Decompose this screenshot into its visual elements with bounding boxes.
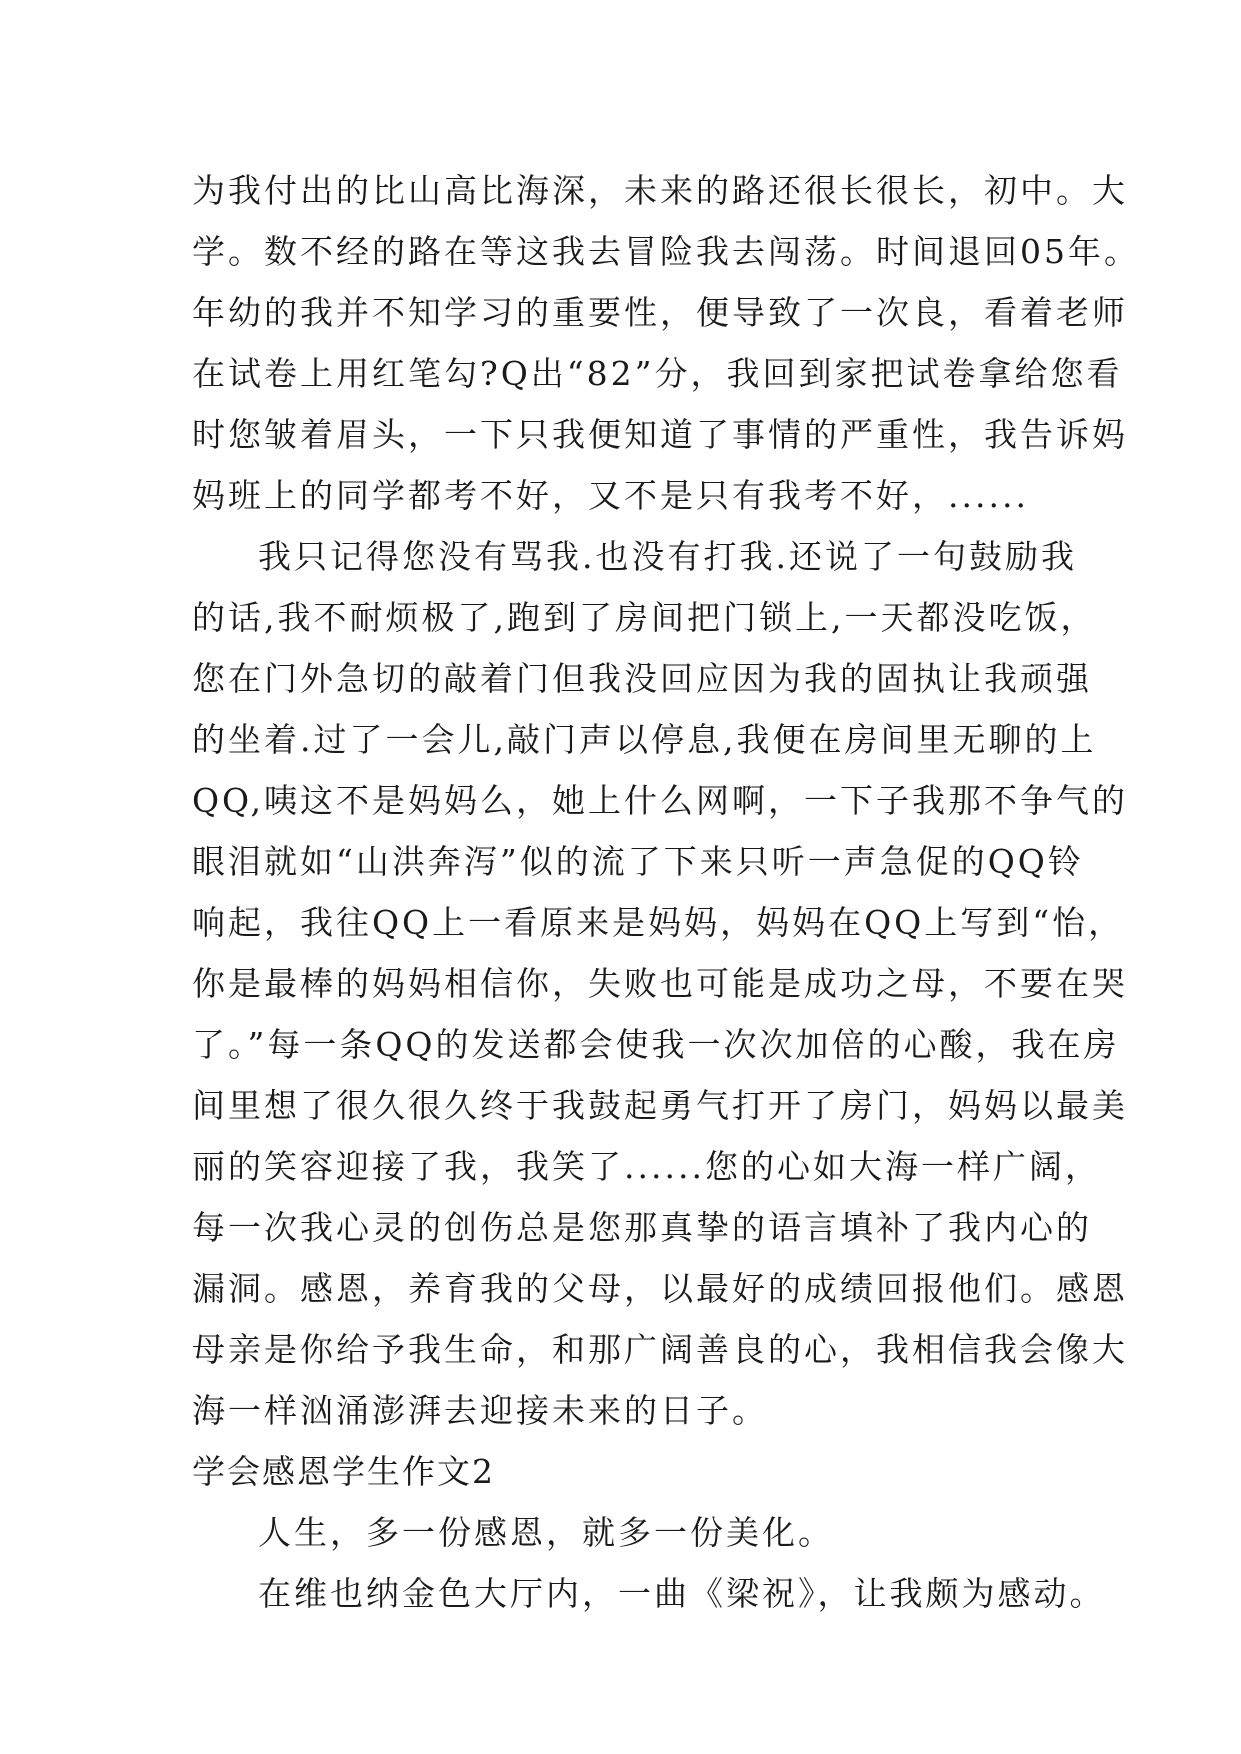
paragraph-vienna: 在维也纳金色大厅内，一曲《梁祝》，让我颇为感动。 [258,1574,1106,1613]
text-line: 你是最棒的妈妈相信你，失败也可能是成功之母，不要在哭 [192,964,1128,1003]
section-title: 学会感恩学生作文2 [192,1452,495,1491]
paragraph-continued [192,160,1140,526]
text-line: 我只记得您没有骂我.也没有打我.还说了一句鼓励我 [258,537,1077,576]
text-line: 妈班上的同学都考不好，又不是只有我考不好，...... [192,476,1029,515]
text-line: 学。数不经的路在等这我去冒险我去闯荡。时间退回05年。 [192,232,1140,271]
text-line: 您在门外急切的敲着门但我没回应因为我的固执让我顽强 [192,659,1092,698]
text-line: QQ,咦这不是妈妈么，她上什么网啊，一下子我那不争气的 [192,781,1128,820]
text-line: 漏洞。感恩，养育我的父母，以最好的成绩回报他们。感恩 [192,1269,1128,1308]
text-line: 的坐着.过了一会儿,敲门声以停息,我便在房间里无聊的上 [192,720,1097,759]
text-line: 在试卷上用红笔勾?Q出“82”分，我回到家把试卷拿给您看 [192,354,1123,393]
text-line: 每一次我心灵的创伤总是您那真挚的语言填补了我内心的 [192,1208,1092,1247]
text-line: 时您皱着眉头，一下只我便知道了事情的严重性，我告诉妈 [192,415,1128,454]
text-line: 眼泪就如“山洪奔泻”似的流了下来只听一声急促的QQ铃 [192,842,1084,881]
paragraph-intro: 人生，多一份感恩，就多一份美化。 [258,1513,834,1552]
text-line: 丽的笑容迎接了我，我笑了......您的心如大海一样广阔， [192,1147,1101,1186]
text-line: 海一样汹涌澎湃去迎接未来的日子。 [192,1391,768,1430]
paragraph-memory [192,526,1128,1441]
text-line: 了。”每一条QQ的发送都会使我一次次加倍的心酸，我在房 [192,1025,1120,1064]
text-line: 为我付出的比山高比海深，未来的路还很长很长，初中。大 [192,171,1128,210]
document-body [192,160,1140,1624]
text-line: 间里想了很久很久终于我鼓起勇气打开了房门，妈妈以最美 [192,1086,1128,1125]
text-line: 响起，我往QQ上一看原来是妈妈，妈妈在QQ上写到“怡， [192,903,1125,942]
text-line: 母亲是你给予我生命，和那广阔善良的心，我相信我会像大 [192,1330,1128,1369]
text-line: 年幼的我并不知学习的重要性，便导致了一次良，看着老师 [192,293,1128,332]
text-line: 的话,我不耐烦极了,跑到了房间把门锁上,一天都没吃饭， [192,598,1097,637]
